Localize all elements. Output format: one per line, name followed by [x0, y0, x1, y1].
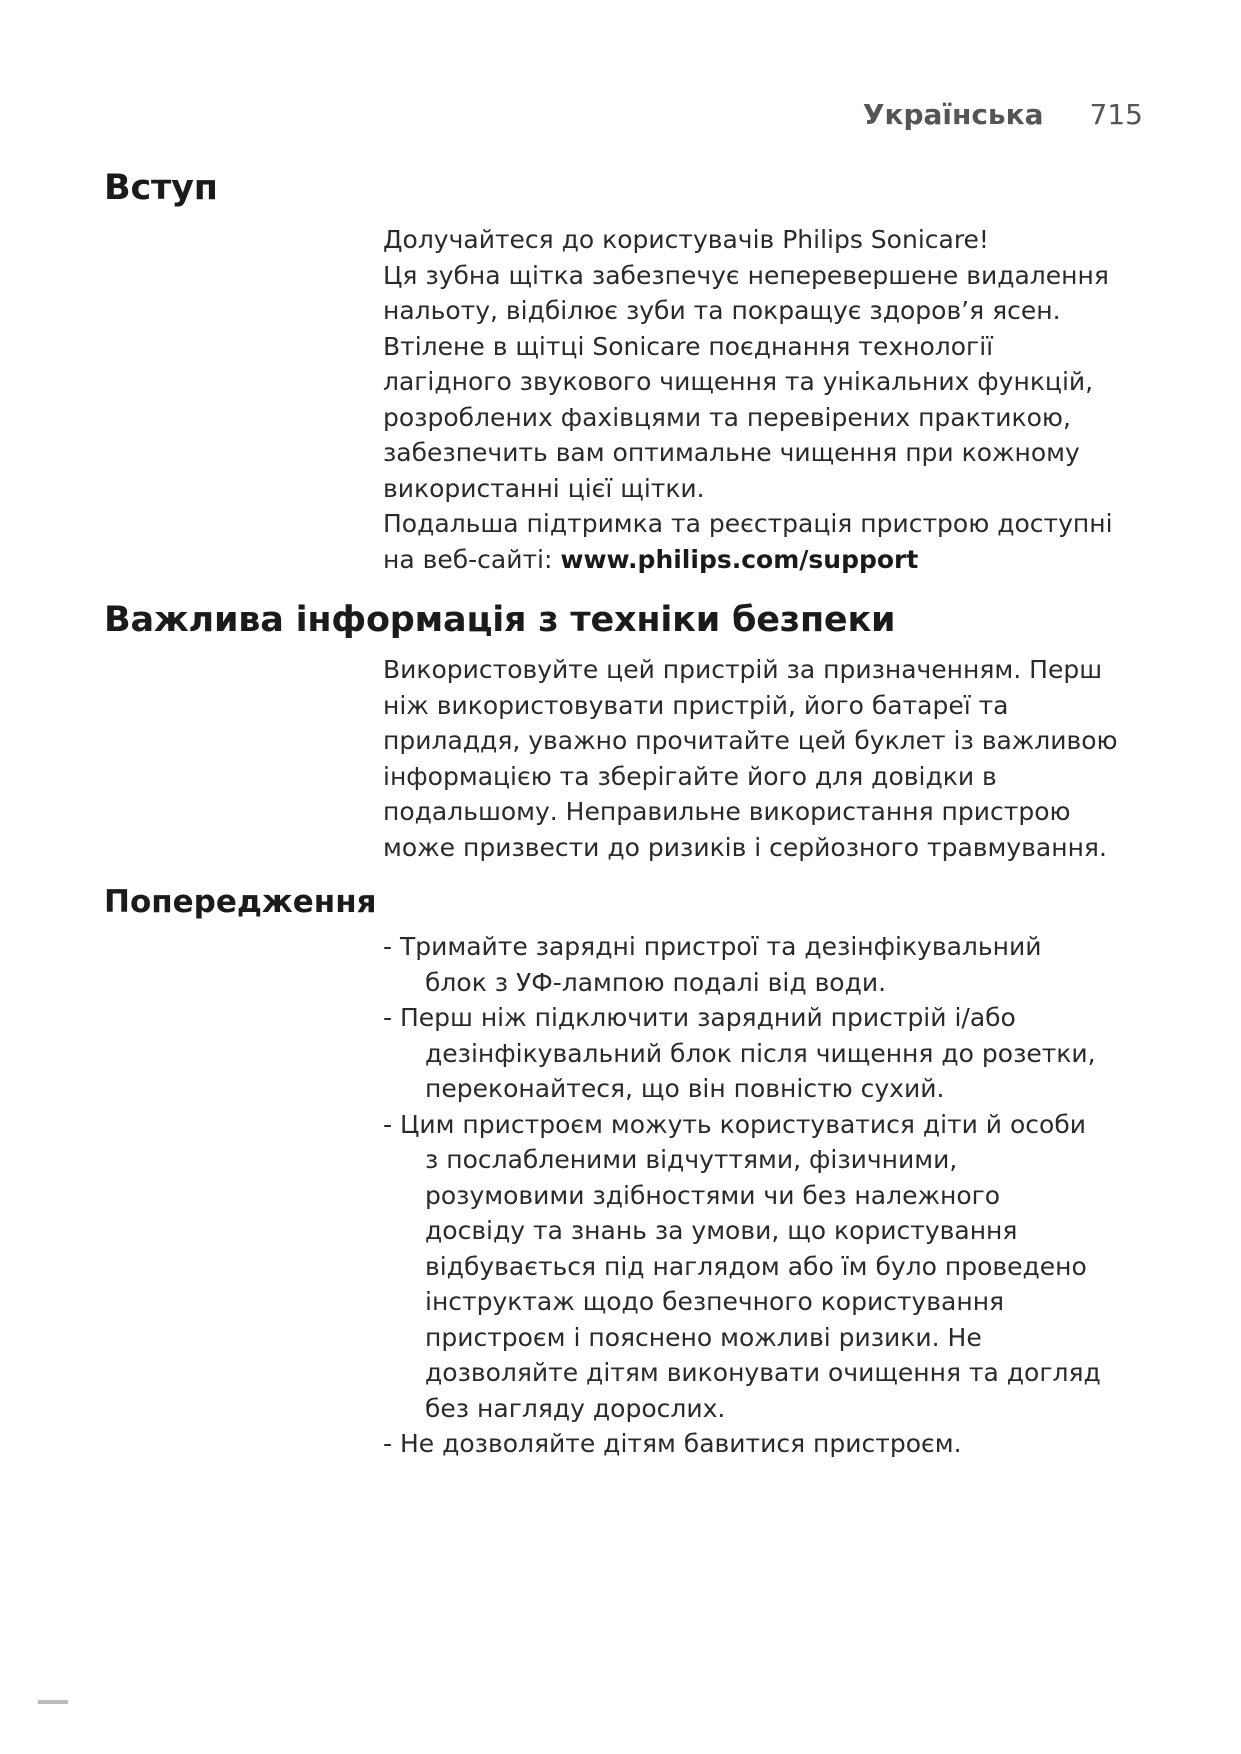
warning-line: - Тримайте зарядні пристрої та дезінфікувальний [383, 932, 1042, 961]
warning-item [383, 1107, 1101, 1427]
language-label: Українська [862, 98, 1044, 131]
safety-line: приладдя, уважно прочитайте цей буклет із важливою [383, 726, 1118, 755]
intro-line: забезпечить вам оптимальне чищення при кожному [383, 438, 1080, 467]
safety-body [383, 652, 1118, 865]
intro-body [383, 222, 1113, 577]
warning-line: - Перш ніж підключити зарядний пристрій і/або [383, 1003, 1016, 1032]
intro-line: Подальша підтримка та реєстрація пристрою доступні [383, 509, 1113, 538]
page-number: 715 [1089, 98, 1143, 131]
warning-line: без нагляду дорослих. [425, 1393, 726, 1423]
intro-line: Втілене в щітці Sonicare поєднання технології [383, 331, 994, 361]
warning-line: блок з УФ-лампою подалі від води. [425, 967, 887, 997]
footer-mark [38, 1700, 68, 1704]
safety-line: інформацією та зберігайте його для довідки в [383, 761, 997, 791]
warning-item [383, 1426, 1101, 1462]
intro-line: нальоту, відбілює зуби та покращує здоров’я ясен. [383, 296, 1061, 325]
warning-line: - Цим пристроєм можуть користуватися діти й особи [383, 1109, 1087, 1139]
intro-line: використанні цієї щітки. [383, 473, 705, 503]
warning-line: - Не дозволяйте дітям бавитися пристроєм. [383, 1429, 962, 1458]
intro-line: Ця зубна щітка забезпечує неперевершене видалення [383, 260, 1109, 290]
intro-line: розроблених фахівцями та перевірених практикою, [383, 402, 1071, 432]
safety-line: може призвести до ризиків і серйозного травмування. [383, 832, 1107, 862]
support-link[interactable]: www.philips.com/support [560, 544, 919, 574]
safety-line: подальшому. Неправильне використання пристрою [383, 797, 1071, 826]
intro-line: Долучайтеся до користувачів Philips Sonicare! [383, 225, 989, 254]
warning-line: відбувається під наглядом або їм було проведено [425, 1251, 1087, 1281]
intro-support-line [383, 542, 1113, 578]
warning-heading: Попередження [104, 884, 377, 920]
warning-line: дезінфікувальний блок після чищення до розетки, [425, 1038, 1096, 1068]
warning-item [383, 1000, 1101, 1107]
intro-line: лагідного звукового чищення та унікальних функцій, [383, 367, 1094, 396]
intro-heading: Вступ [104, 168, 218, 208]
safety-line: Використовуйте цей пристрій за призначенням. Перш [383, 655, 1103, 684]
warning-line: дозволяйте дітям виконувати очищення та догляд [425, 1358, 1101, 1387]
safety-line: ніж використовувати пристрій, його батареї та [383, 690, 1009, 720]
warning-line: пристроєм і пояснено можливі ризики. Не [425, 1322, 982, 1352]
intro-support-prefix: на веб-сайті: [383, 544, 561, 574]
warning-line: з послабленими відчуттями, фізичними, [425, 1145, 958, 1174]
page-header [863, 98, 1143, 131]
warning-list [383, 929, 1101, 1462]
warning-line: інструктаж щодо безпечного користування [425, 1287, 1005, 1316]
warning-item [383, 929, 1101, 1000]
safety-heading: Важлива інформація з техніки безпеки [104, 600, 896, 640]
warning-line: переконайтеся, що він повністю сухий. [425, 1074, 945, 1103]
warning-line: розумовими здібностями чи без належного [425, 1180, 1001, 1210]
warning-line: досвіду та знань за умови, що користування [425, 1216, 1018, 1245]
